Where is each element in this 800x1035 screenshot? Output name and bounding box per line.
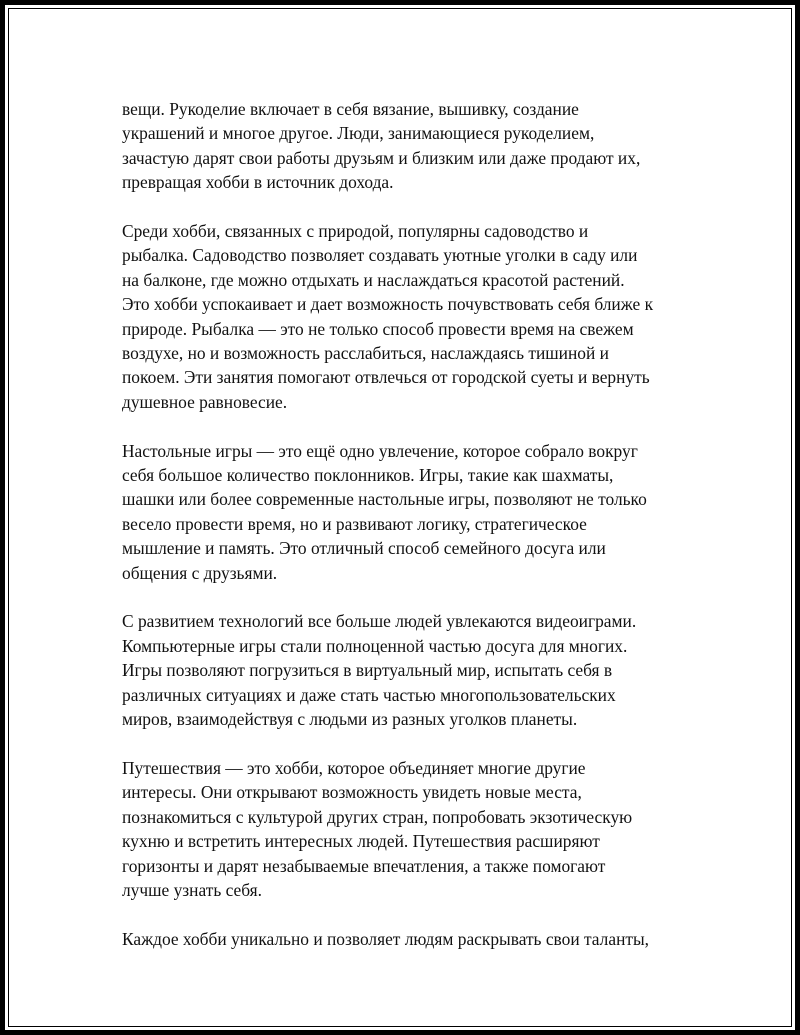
text-line: Среди хобби, связанных с природой, популярны садоводство и	[122, 221, 589, 242]
document-body	[122, 97, 722, 976]
text-line: общения с друзьями.	[122, 562, 278, 583]
paragraph-board-games	[122, 439, 722, 585]
text-line: себя большое количество поклонников. Игры, такие как шахматы,	[122, 465, 614, 486]
text-line: на балконе, где можно отдыхать и наслаждаться красотой растений.	[122, 269, 625, 290]
text-line: Это хобби успокаивает и дает возможность почувствовать себя ближе к	[122, 294, 654, 315]
text-line: С развитием технологий все больше людей увлекаются видеоиграми.	[122, 611, 637, 632]
text-line: рыбалка. Садоводство позволяет создавать уютные уголки в саду или	[122, 245, 638, 266]
text-line: природе. Рыбалка — это не только способ провести время на свежем	[122, 318, 634, 339]
paragraph-handicraft	[122, 97, 722, 195]
text-line: Путешествия — это хобби, которое объединяет многие другие	[122, 757, 586, 778]
text-line: душевное равновесие.	[122, 391, 288, 412]
text-line: воздухе, но и возможность расслабиться, наслаждаясь тишиной и	[122, 343, 609, 364]
text-line: Игры позволяют погрузиться в виртуальный мир, испытать себя в	[122, 660, 613, 681]
text-line: шашки или более современные настольные игры, позволяют не только	[122, 489, 647, 510]
text-line: весело провести время, но и развивают логику, стратегическое	[122, 513, 587, 534]
paragraph-conclusion	[122, 927, 722, 951]
text-line: вещи. Рукоделие включает в себя вязание, вышивку, создание	[122, 99, 579, 119]
text-line: украшений и многое другое. Люди, занимающиеся рукоделием,	[122, 123, 595, 144]
paragraph-nature-hobbies	[122, 219, 722, 414]
text-line: интересы. Они открывают возможность увидеть новые места,	[122, 782, 582, 803]
text-line: различных ситуациях и даже стать частью многопользовательских	[122, 684, 616, 705]
text-line: Компьютерные игры стали полноценной частью досуга для многих.	[122, 635, 628, 656]
text-line: зачастую дарят свои работы друзьям и близким или даже продают их,	[122, 147, 641, 168]
text-line: лучше узнать себя.	[122, 879, 263, 900]
text-line: Настольные игры — это ещё одно увлечение, которое собрало вокруг	[122, 440, 638, 461]
text-line: познакомиться с культурой других стран, попробовать экзотическую	[122, 806, 633, 827]
text-line: миров, взаимодействуя с людьми из разных уголков планеты.	[122, 709, 578, 730]
text-line: превращая хобби в источник дохода.	[122, 172, 394, 193]
text-line: горизонты и дарят незабываемые впечатления, а также помогают	[122, 855, 606, 876]
text-line: мышление и память. Это отличный способ семейного досуга или	[122, 538, 606, 559]
text-line: покоем. Эти занятия помогают отвлечься от городской суеты и вернуть	[122, 367, 650, 388]
text-line: Каждое хобби уникально и позволяет людям раскрывать свои таланты,	[122, 928, 650, 949]
text-line: кухню и встретить интересных людей. Путешествия расширяют	[122, 831, 600, 852]
paragraph-travel	[122, 756, 722, 902]
paragraph-video-games	[122, 609, 722, 731]
